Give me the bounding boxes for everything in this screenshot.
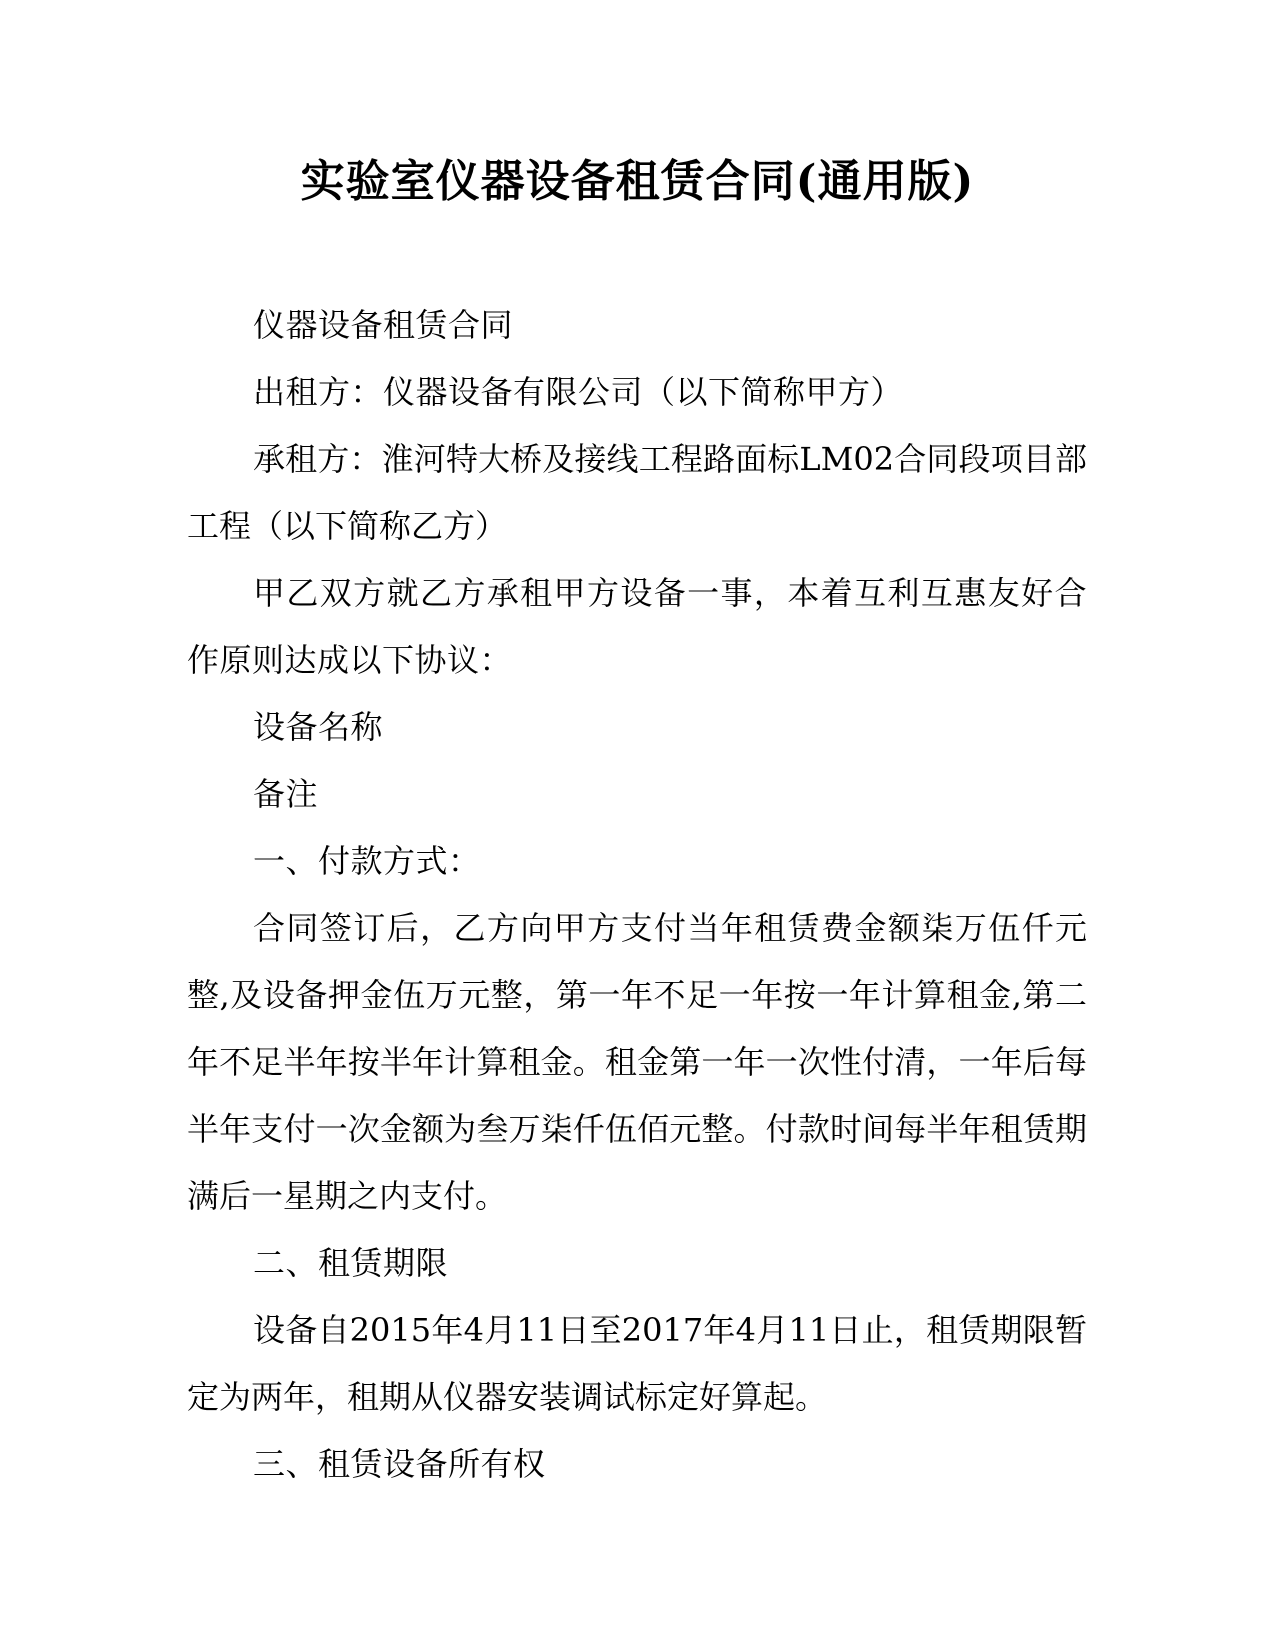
lessor-line: 出租方：仪器设备有限公司（以下简称甲方） [253,373,904,411]
section-ownership-heading: 三、租赁设备所有权 [253,1445,546,1483]
document-title: 实验室仪器设备租赁合同(通用版) [300,156,975,207]
lessee-line: 承租方：淮河特大桥及接线工程路面标LM02合同段项目部工程（以下简称乙方） [187,440,1087,545]
section-payment-heading: 一、付款方式： [253,842,481,880]
remarks-label: 备注 [253,775,319,813]
agreement-intro: 甲乙双方就乙方承租甲方设备一事，本着互利互惠友好合作原则达成以下协议： [187,574,1087,679]
equipment-name-label: 设备名称 [253,708,384,746]
section-term-heading: 二、租赁期限 [253,1244,449,1282]
lease-term-text: 设备自2015年4月11日至2017年4月11日止，租赁期限暂定为两年，租期从仪器安装调试标定好算起。 [187,1311,1087,1416]
payment-terms: 合同签订后，乙方向甲方支付当年租赁费金额柒万伍仟元整,及设备押金伍万元整，第一年不足一年按一年计算租金,第二年不足半年按半年计算租金。租金第一年一次性付清，一年后每半年支付一次金额为叁万柒仟伍佰元整。付款时间每半年租赁期满后一星期之内支付。 [187,909,1087,1215]
document-body [187,292,1087,1498]
contract-heading: 仪器设备租赁合同 [253,306,514,344]
